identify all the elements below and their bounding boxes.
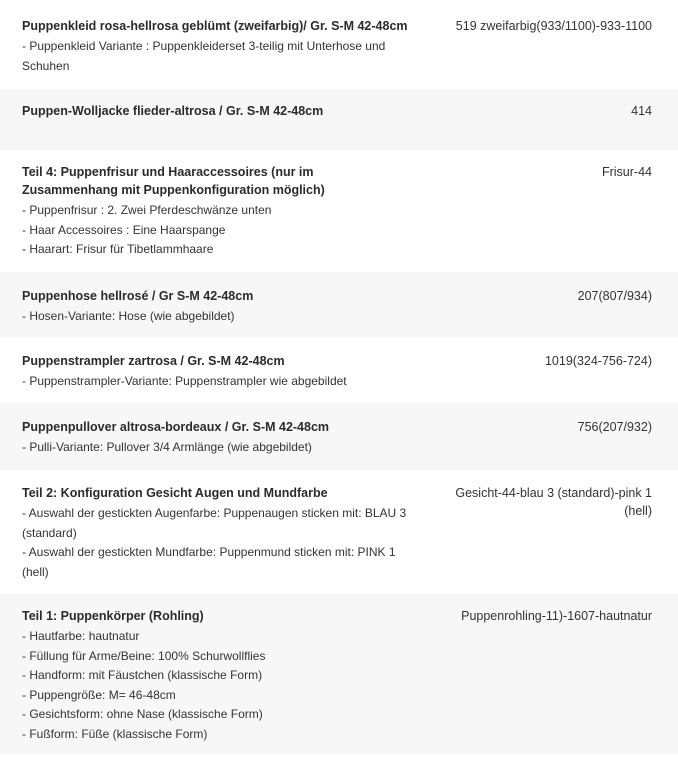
item-code: 207(807/934)	[577, 289, 652, 303]
item-code: 756(207/932)	[577, 420, 652, 434]
item-code: 1019(324-756-724)	[544, 354, 652, 368]
item-option: - Füllung für Arme/Beine: 100% Schurwollflies	[22, 648, 266, 663]
order-item-row	[0, 594, 678, 754]
order-item-row	[0, 403, 678, 470]
item-option: - Auswahl der gestickten Mundfarbe: Puppenmund sticken mit: PINK 1 (hell)	[22, 545, 396, 579]
item-info	[22, 163, 412, 260]
item-info	[22, 287, 412, 327]
item-option: - Haar Accessoires : Eine Haarspange	[22, 222, 226, 237]
order-item-row	[0, 0, 678, 89]
item-code: Gesicht-44-blau 3 (standard)-pink 1 (hell)	[455, 486, 652, 518]
item-info	[22, 102, 412, 120]
item-title: Puppenstrampler zartrosa / Gr. S-M 42-48cm	[22, 354, 285, 368]
item-info	[22, 17, 412, 76]
item-option: - Hautfarbe: hautnatur	[22, 629, 140, 643]
item-info	[22, 484, 412, 582]
item-option: - Auswahl der gestickten Augenfarbe: Puppenaugen sticken mit: BLAU 3 (standard)	[22, 506, 407, 540]
item-title: Teil 1: Puppenkörper (Rohling)	[22, 609, 204, 623]
item-code: Puppenrohling-11)-1607-hautnatur	[461, 609, 652, 623]
item-option: - Gesichtsform: ohne Nase (klassische Form)	[22, 707, 263, 721]
item-title: Teil 4: Puppenfrisur und Haaraccessoires (nur im Zusammenhang mit Puppenkonfiguration möglich)	[22, 165, 325, 197]
item-option: - Puppenstrampler-Variante: Puppenstrampler wie abgebildet	[22, 374, 347, 388]
item-option: - Puppenkleid Variante : Puppenkleiderset 3-teilig mit Unterhose und Schuhen	[22, 39, 386, 73]
item-code: Frisur-44	[601, 165, 652, 179]
item-info	[22, 607, 412, 744]
order-item-row	[0, 272, 678, 337]
item-code: 414	[631, 104, 652, 118]
item-option: - Puppenfrisur : 2. Zwei Pferdeschwänze unten	[22, 203, 272, 217]
item-code: 519 zweifarbig(933/1100)-933-1100	[455, 19, 652, 33]
item-title: Puppen-Wolljacke flieder-altrosa / Gr. S-M 42-48cm	[22, 104, 324, 118]
order-item-row	[0, 89, 678, 150]
item-title: Puppenpullover altrosa-bordeaux / Gr. S-M 42-48cm	[22, 420, 330, 434]
item-option: - Handform: mit Fäustchen (klassische Form)	[22, 668, 263, 682]
item-option: - Hosen-Variante: Hose (wie abgebildet)	[22, 309, 235, 323]
item-option: - Pulli-Variante: Pullover 3/4 Armlänge (wie abgebildet)	[22, 440, 312, 454]
order-item-row	[0, 150, 678, 272]
item-title: Puppenhose hellrosé / Gr S-M 42-48cm	[22, 289, 254, 303]
order-item-row	[0, 470, 678, 594]
item-option: - Puppengröße: M= 46-48cm	[22, 687, 176, 702]
item-info	[22, 418, 412, 458]
order-item-row	[0, 337, 678, 403]
item-option: - Haarart: Frisur für Tibetlammhaare	[22, 242, 214, 256]
item-option: - Fußform: Füße (klassische Form)	[22, 726, 208, 741]
item-title: Teil 2: Konfiguration Gesicht Augen und Mundfarbe	[22, 486, 328, 500]
item-info	[22, 352, 412, 392]
item-title: Puppenkleid rosa-hellrosa geblümt (zweifarbig)/ Gr. S-M 42-48cm	[22, 19, 408, 33]
